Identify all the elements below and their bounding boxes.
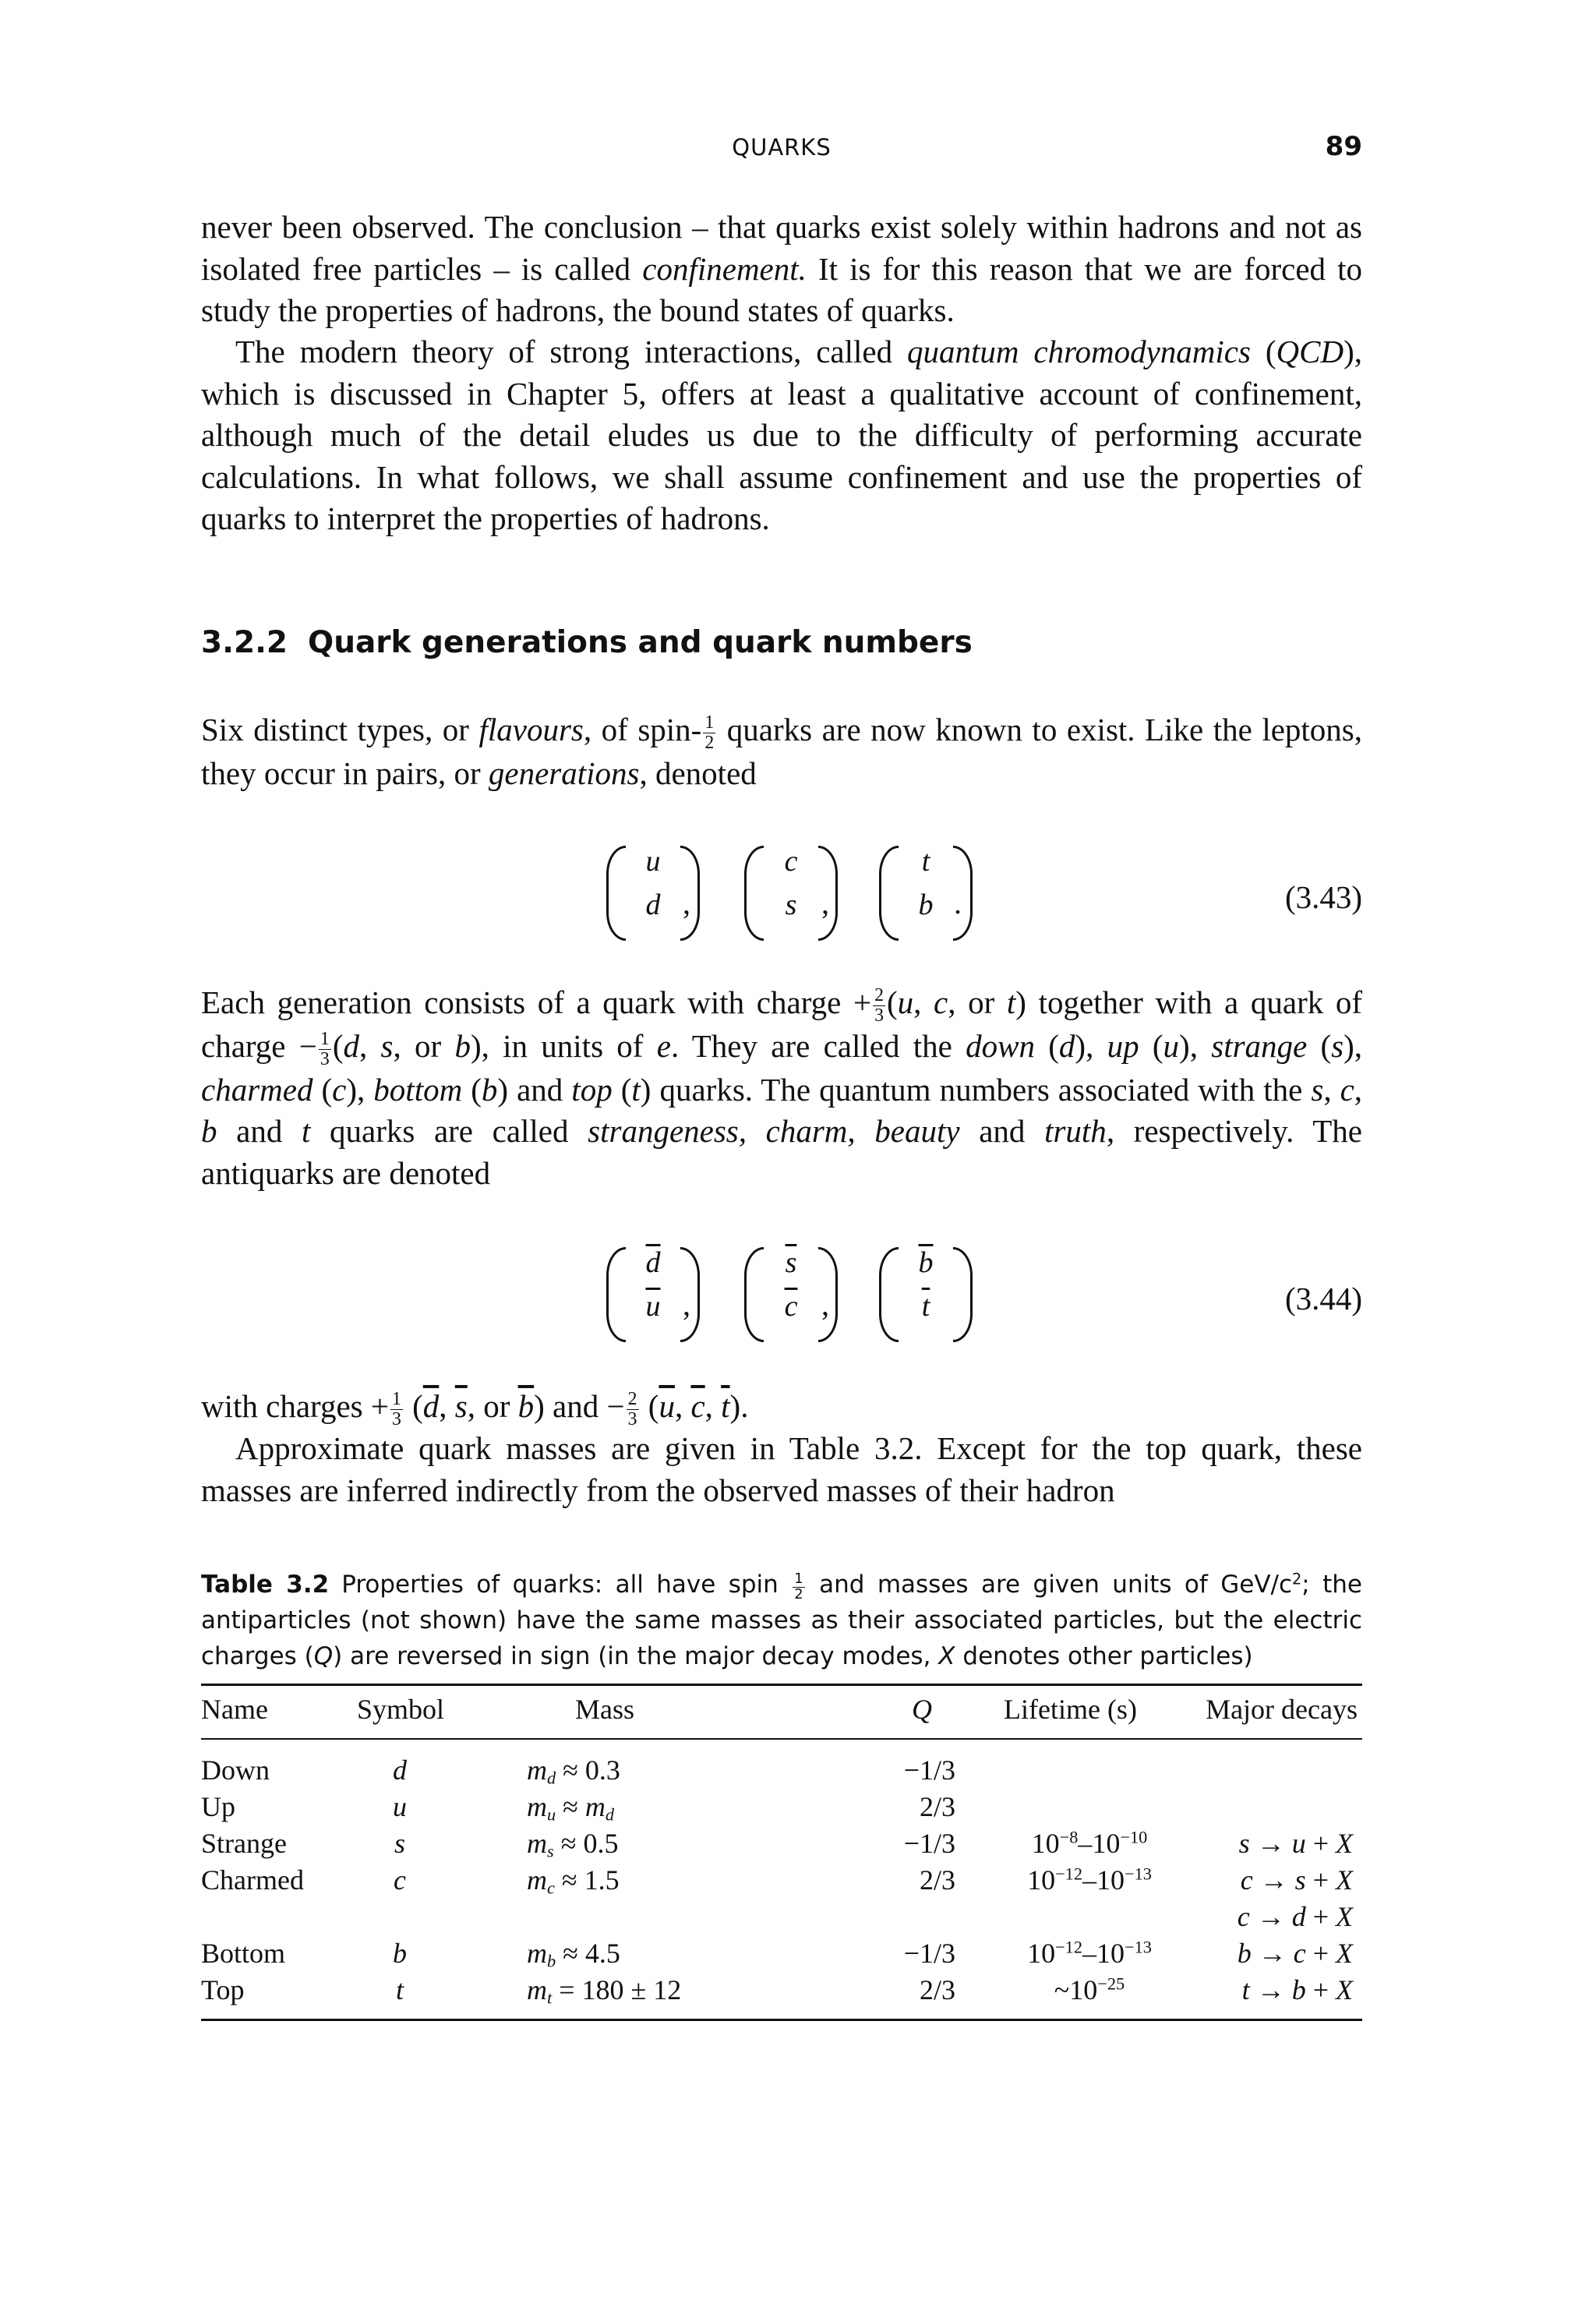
- paragraph-masses: Approximate quark masses are given in Table 3.2. Except for the top quark, these masses are inferred indirectly from the observed masses of their hadron: [201, 1430, 1362, 1508]
- paragraph-flavours: Six distinct types, or flavours, of spin- $\frac{1}{2}$ quarks are now known to exist. Like the leptons, they occur in pairs, or generations, denoted: [201, 712, 1363, 791]
- equation-3-43: u d , c s , t b . (3.43): [201, 846, 1362, 939]
- generation-vector-tb: t b: [879, 846, 973, 939]
- paragraph-antiquark-charges: with charges + $\frac{1}{3}$ ($\overline{d}$, $\overline{s}$, or $\overline{b}$) and − $\frac{2}{3}$ ($\overline{u}$, $\overline{c}$, $\overline{t}$).: [201, 1388, 749, 1429]
- section-title: Quark generations and quark numbers: [308, 625, 973, 660]
- header-decays: Major decays: [1206, 1694, 1358, 1725]
- header-symbol: Symbol: [357, 1694, 445, 1725]
- section-heading: [201, 625, 973, 660]
- antiquark-vector-sc: $\overline{s}$ $\overline{c}$: [744, 1247, 838, 1341]
- paragraph-confinement: never been observed. The conclusion – that quarks exist solely within hadrons and not as isolated free particles – is called confinement. It is for this reason that we are forced to study the properties of hadrons, the bound states of quarks.: [201, 209, 1362, 328]
- equation-3-44: $\overline{d}$ $\overline{u}$ , $\overline{s}$ $\overline{c}$ , $\overline{b}$ $\overline{t}$ (3.44): [201, 1247, 1362, 1341]
- equation-number: (3.44): [1284, 1281, 1362, 1316]
- header-mass: Mass: [575, 1694, 635, 1725]
- header-name: Name: [201, 1694, 268, 1725]
- header-charge: Q: [912, 1694, 932, 1725]
- header-lifetime: Lifetime (s): [1004, 1694, 1137, 1725]
- antiquark-vector-bt: $\overline{b}$ $\overline{t}$: [879, 1247, 973, 1341]
- generation-vector-cs: c s: [744, 846, 838, 939]
- antiquark-vector-du: $\overline{d}$ $\overline{u}$: [606, 1247, 700, 1341]
- equation-number: (3.43): [1284, 879, 1362, 915]
- section-number: 3.2.2: [201, 625, 288, 660]
- table-label: Table 3.2: [201, 1571, 330, 1599]
- table-caption: Table 3.2 Properties of quarks: all have spin $\frac{1}{2}$ and masses are given units of GeV/$c^2$; the antiparticles (not shown) have the same masses as their associated particles, but the electric charges (Q) are reversed in sign (in the major decay modes, X denotes other particles): [201, 1570, 1362, 1670]
- paragraph-qcd: The modern theory of strong interactions, called quantum chromodynamics (QCD), which is discussed in Chapter 5, offers at least a qualitative account of confinement, although much of the detail eludes us due to the difficulty of performing accurate calculations. In what follows, we shall assume confinement and use the properties of quarks to interpret the properties of hadrons.: [201, 334, 1362, 536]
- paragraph-generations: Each generation consists of a quark with charge + $\frac{2}{3}$ (u, c, or t) together with a quark of charge − $\frac{1}{3}$ (d, s, or b), in units of e. They are called the down (d), up (u), strange (s), charmed (c), bottom (b) and top (t) quarks. The quantum numbers associated with the s, c, b and t quarks are called strangeness, charm, beauty and truth, respectively. The antiquarks are denoted: [201, 984, 1363, 1191]
- running-title: QUARKS: [732, 134, 832, 161]
- page-number: 89: [1325, 131, 1362, 162]
- generation-vector-ud: u d: [606, 846, 700, 939]
- page-header: [201, 125, 1362, 171]
